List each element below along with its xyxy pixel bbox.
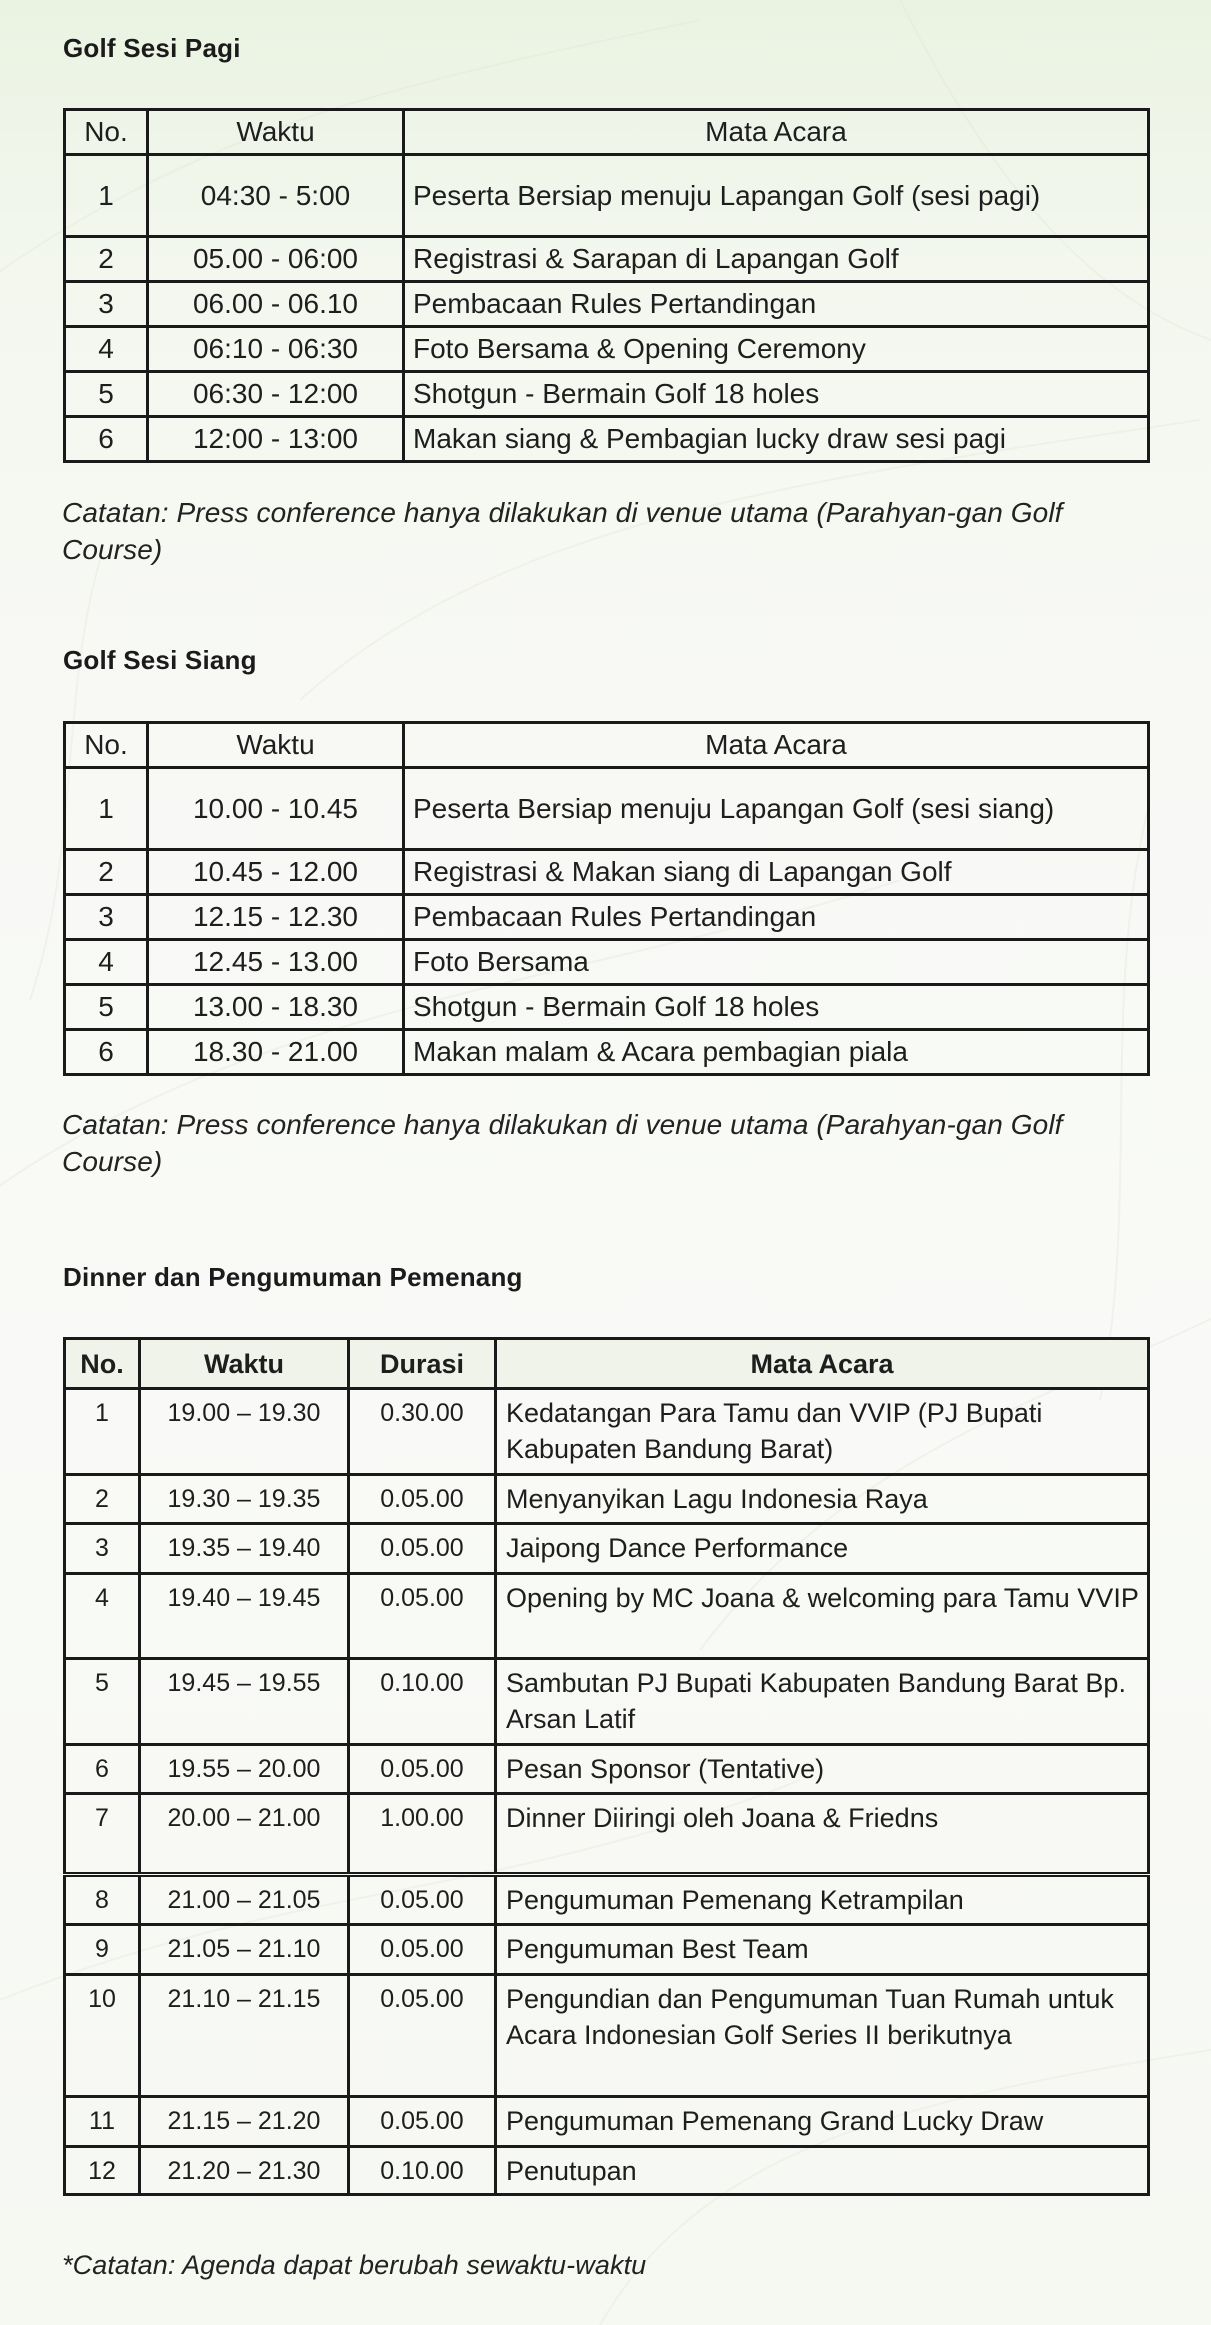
cell-waktu: 13.00 - 18.30 [148,985,404,1030]
cell-no: 4 [65,940,148,985]
table-row [65,850,1149,895]
section-title-siang: Golf Sesi Siang [63,645,257,675]
cell-waktu: 19.35 – 19.40 [140,1524,349,1574]
cell-waktu: 10.00 - 10.45 [148,768,404,850]
cell-waktu: 06:10 - 06:30 [148,327,404,372]
cell-acara: Pengumuman Pemenang Ketrampilan [496,1875,1149,1925]
table-row [65,985,1149,1030]
table-row [65,1030,1149,1075]
note-siang: Catatan: Press conference hanya dilakukan di venue utama (Parahyan-gan Golf Course) [62,1109,1063,1177]
cell-no: 3 [65,282,148,327]
cell-no: 3 [65,895,148,940]
table-row [65,1659,1149,1745]
cell-no: 1 [65,155,148,237]
table-row [65,327,1149,372]
cell-no: 1 [65,768,148,850]
table-row [65,895,1149,940]
header-no: No. [65,1339,140,1389]
cell-waktu: 20.00 – 21.00 [140,1794,349,1875]
cell-acara: Pembacaan Rules Pertandingan [404,895,1149,940]
cell-no: 6 [65,1030,148,1075]
table-row [65,768,1149,850]
cell-no: 8 [65,1875,140,1925]
cell-waktu: 06:30 - 12:00 [148,372,404,417]
header-waktu: Waktu [140,1339,349,1389]
cell-acara: Registrasi & Makan siang di Lapangan Golf [404,850,1149,895]
header-waktu: Waktu [148,723,404,768]
cell-waktu: 06.00 - 06.10 [148,282,404,327]
cell-waktu: 21.20 – 21.30 [140,2147,349,2195]
cell-waktu: 21.00 – 21.05 [140,1875,349,1925]
cell-waktu: 12.15 - 12.30 [148,895,404,940]
cell-waktu: 12.45 - 13.00 [148,940,404,985]
cell-waktu: 19.45 – 19.55 [140,1659,349,1745]
cell-acara: Shotgun - Bermain Golf 18 holes [404,985,1149,1030]
header-waktu: Waktu [148,110,404,155]
cell-acara: Opening by MC Joana & welcoming para Tamu VVIP [496,1574,1149,1659]
cell-acara: Makan malam & Acara pembagian piala [404,1030,1149,1075]
cell-durasi: 0.05.00 [349,1574,496,1659]
section-title-pagi: Golf Sesi Pagi [63,33,241,63]
cell-waktu: 05.00 - 06:00 [148,237,404,282]
cell-no: 10 [65,1975,140,2097]
table-row [65,282,1149,327]
header-mata-acara: Mata Acara [404,723,1149,768]
cell-no: 2 [65,1475,140,1524]
cell-waktu: 21.10 – 21.15 [140,1975,349,2097]
table-header-row [65,723,1149,768]
cell-no: 9 [65,1925,140,1975]
cell-waktu: 21.05 – 21.10 [140,1925,349,1975]
cell-acara: Pembacaan Rules Pertandingan [404,282,1149,327]
cell-durasi: 0.05.00 [349,1875,496,1925]
table-row [65,940,1149,985]
cell-acara: Menyanyikan Lagu Indonesia Raya [496,1475,1149,1524]
cell-acara: Pesan Sponsor (Tentative) [496,1745,1149,1794]
cell-waktu: 21.15 – 21.20 [140,2097,349,2147]
cell-no: 2 [65,850,148,895]
cell-no: 4 [65,1574,140,1659]
table-row [65,155,1149,237]
cell-no: 7 [65,1794,140,1875]
header-no: No. [65,723,148,768]
schedule-table-siang [63,721,1150,1076]
cell-durasi: 0.05.00 [349,1524,496,1574]
cell-durasi: 0.05.00 [349,1925,496,1975]
cell-no: 5 [65,985,148,1030]
cell-acara: Pengundian dan Pengumuman Tuan Rumah untuk Acara Indonesian Golf Series II berikutnya [496,1975,1149,2097]
cell-durasi: 0.05.00 [349,1475,496,1524]
table-row [65,1389,1149,1475]
cell-no: 6 [65,417,148,462]
table-row [65,1524,1149,1574]
table-row [65,372,1149,417]
table-row [65,1925,1149,1975]
cell-acara: Peserta Bersiap menuju Lapangan Golf (sesi pagi) [404,155,1149,237]
note-pagi: Catatan: Press conference hanya dilakukan di venue utama (Parahyan-gan Golf Course) [62,497,1063,565]
cell-acara: Makan siang & Pembagian lucky draw sesi pagi [404,417,1149,462]
cell-durasi: 0.10.00 [349,1659,496,1745]
cell-no: 1 [65,1389,140,1475]
cell-no: 12 [65,2147,140,2195]
cell-durasi: 0.30.00 [349,1389,496,1475]
schedule-table-dinner [63,1337,1150,2196]
cell-acara: Penutupan [496,2147,1149,2195]
cell-durasi: 0.10.00 [349,2147,496,2195]
table-row [65,1794,1149,1875]
header-no: No. [65,110,148,155]
cell-waktu: 19.00 – 19.30 [140,1389,349,1475]
table-row [65,417,1149,462]
header-mata-acara: Mata Acara [404,110,1149,155]
cell-acara: Shotgun - Bermain Golf 18 holes [404,372,1149,417]
cell-acara: Pengumuman Pemenang Grand Lucky Draw [496,2097,1149,2147]
cell-no: 6 [65,1745,140,1794]
section-title-dinner: Dinner dan Pengumuman Pemenang [63,1262,523,1292]
table-row [65,1574,1149,1659]
cell-durasi: 0.05.00 [349,2097,496,2147]
cell-acara: Foto Bersama [404,940,1149,985]
header-durasi: Durasi [349,1339,496,1389]
cell-no: 5 [65,372,148,417]
table-row [65,2097,1149,2147]
cell-no: 11 [65,2097,140,2147]
schedule-table-pagi [63,108,1150,463]
cell-acara: Jaipong Dance Performance [496,1524,1149,1574]
cell-waktu: 04:30 - 5:00 [148,155,404,237]
cell-no: 3 [65,1524,140,1574]
cell-acara: Pengumuman Best Team [496,1925,1149,1975]
cell-acara: Sambutan PJ Bupati Kabupaten Bandung Barat Bp. Arsan Latif [496,1659,1149,1745]
cell-acara: Kedatangan Para Tamu dan VVIP (PJ Bupati Kabupaten Bandung Barat) [496,1389,1149,1475]
footer-note: *Catatan: Agenda dapat berubah sewaktu-waktu [62,2250,647,2280]
cell-no: 2 [65,237,148,282]
cell-durasi: 0.05.00 [349,1745,496,1794]
table-header-row [65,110,1149,155]
cell-no: 5 [65,1659,140,1745]
cell-waktu: 19.40 – 19.45 [140,1574,349,1659]
table-row [65,1975,1149,2097]
cell-durasi: 1.00.00 [349,1794,496,1875]
cell-waktu: 19.55 – 20.00 [140,1745,349,1794]
table-row [65,2147,1149,2195]
cell-durasi: 0.05.00 [349,1975,496,2097]
cell-acara: Dinner Diiringi oleh Joana & Friedns [496,1794,1149,1875]
cell-waktu: 18.30 - 21.00 [148,1030,404,1075]
table-row [65,237,1149,282]
cell-acara: Peserta Bersiap menuju Lapangan Golf (sesi siang) [404,768,1149,850]
cell-no: 4 [65,327,148,372]
table-row [65,1745,1149,1794]
cell-waktu: 12:00 - 13:00 [148,417,404,462]
cell-acara: Foto Bersama & Opening Ceremony [404,327,1149,372]
header-mata-acara: Mata Acara [496,1339,1149,1389]
table-row [65,1475,1149,1524]
table-row [65,1875,1149,1925]
table-header-row [65,1339,1149,1389]
cell-acara: Registrasi & Sarapan di Lapangan Golf [404,237,1149,282]
cell-waktu: 10.45 - 12.00 [148,850,404,895]
cell-waktu: 19.30 – 19.35 [140,1475,349,1524]
